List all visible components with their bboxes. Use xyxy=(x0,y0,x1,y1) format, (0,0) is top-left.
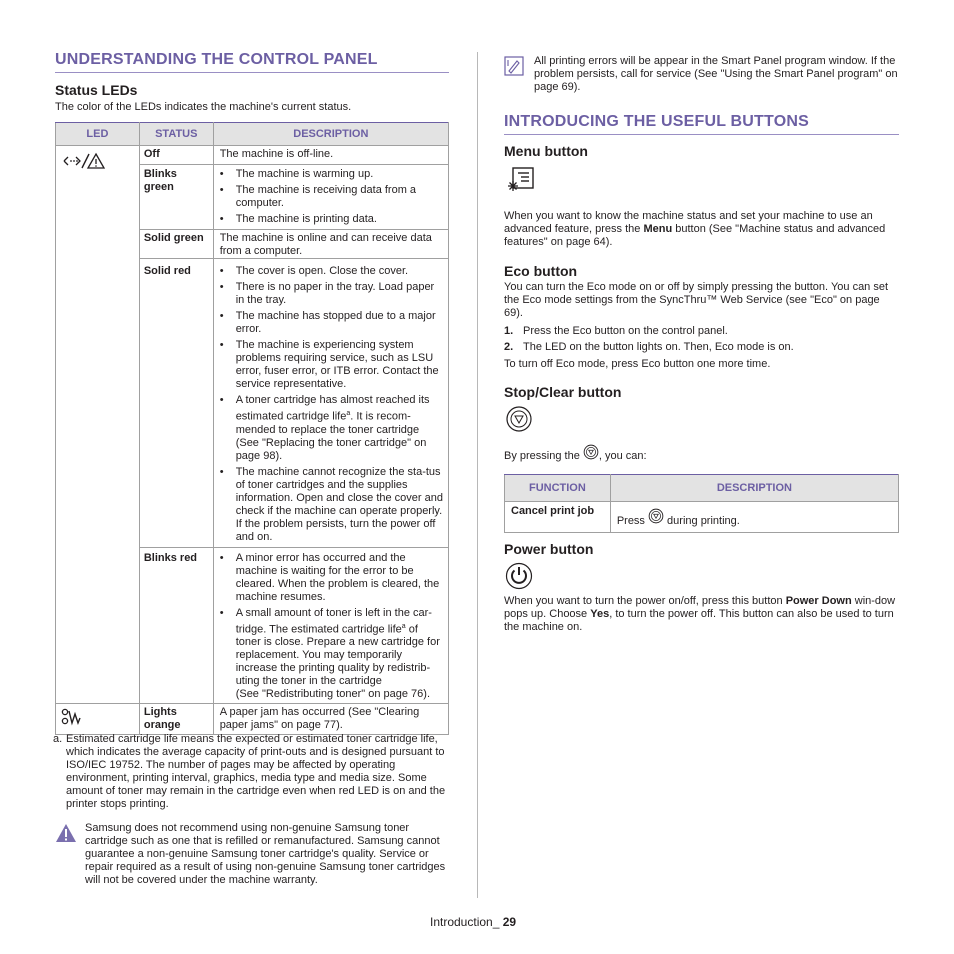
table-row xyxy=(56,146,449,165)
header-function: FUNCTION xyxy=(505,475,611,502)
status-solid-green: Solid green xyxy=(139,230,213,259)
note-icon xyxy=(504,56,524,76)
menu-text: button (See "Machine status and advanced features" on page 64). xyxy=(504,223,886,248)
footnote-ref: a xyxy=(346,410,351,417)
desc-lights-orange: A paper jam has occurred (See "Clearing paper jams" on page 77). xyxy=(213,704,448,735)
section-heading: UNDERSTANDING THE CONTROL PANEL xyxy=(55,51,449,73)
section-heading: INTRODUCING THE USEFUL BUTTONS xyxy=(504,113,899,135)
power-text-bold: Yes xyxy=(590,608,610,620)
status-led-icon xyxy=(60,152,106,170)
list-item: • The machine has stopped due to a major error. xyxy=(218,310,444,336)
menu-button-icon xyxy=(507,165,537,193)
status-off: Off xyxy=(139,146,213,165)
power-text: , to turn the power off. This button can also be used to turn the machine on. xyxy=(504,608,894,633)
menu-text-bold: Menu xyxy=(643,223,673,235)
warning-icon xyxy=(55,823,77,843)
eco-after-text: To turn off Eco mode, press Eco button one more time. xyxy=(504,358,771,370)
desc-blinks-red xyxy=(213,547,448,704)
eco-button-title: Eco button xyxy=(504,263,578,279)
column-divider xyxy=(477,52,478,898)
power-text-bold: Power Down xyxy=(785,595,852,607)
footnote xyxy=(55,733,449,811)
press-text: during printing. xyxy=(664,515,740,527)
status-line: green xyxy=(143,181,174,193)
step-number: 2. xyxy=(504,341,514,353)
footnote-label: a. xyxy=(53,733,63,745)
stop-clear-icon xyxy=(505,405,533,433)
list-item: • The machine is printing data. xyxy=(218,213,444,226)
status-blinks-red: Blinks red xyxy=(139,547,213,704)
menu-text: When you want to know the machine status and set your machine to use an advanced feature, press the xyxy=(504,210,873,235)
power-icon xyxy=(505,562,533,590)
table-row xyxy=(505,502,899,533)
list-item xyxy=(504,341,899,354)
eco-button-text: You can turn the Eco mode on or off by simply pressing the button. You can set the Eco mode settings from the SyncThru™ Web Service (see "Eco" on page 69). xyxy=(504,281,889,319)
list-item: • The machine cannot recognize the sta-tus of toner cartridges and the supplies information. Open and close the cover and check if the machine can operate properly. If the problem persists, turn the power off and on. xyxy=(218,466,444,544)
footnote-ref: a xyxy=(401,622,406,630)
status-led-table xyxy=(55,122,449,735)
status-leds-intro: The color of the LEDs indicates the machine's current status. xyxy=(55,101,352,113)
warning-note xyxy=(55,822,449,887)
stop-clear-icon xyxy=(648,508,664,524)
menu-button-text xyxy=(504,210,899,249)
list-item: • The cover is open. Close the cover. xyxy=(218,265,444,278)
footer-section: Introduction_ xyxy=(430,915,503,929)
toner-text: of toner is close. Prepare a new cartridge for replacement. You may temporarily increase the printing quality by redistrib-uting the toner in the cartridge xyxy=(235,623,440,688)
power-text: When you want to turn the power on/off, press this button xyxy=(504,595,786,607)
note-text: All printing errors will be appear in the Smart Panel program window. If the problem persists, call for service (See "Using the Smart Panel program" on page 69). xyxy=(534,55,898,93)
step-number: 1. xyxy=(504,325,514,337)
header-led: LED xyxy=(56,123,140,146)
header-status: STATUS xyxy=(139,123,213,146)
page-footer xyxy=(430,915,516,929)
stop-text: By pressing the xyxy=(504,450,583,462)
status-line: Blinks xyxy=(143,168,177,180)
power-button-title: Power button xyxy=(504,541,594,557)
toner-text: A toner cartridge has almost reached its estimated cartridge life xyxy=(235,394,430,423)
header-description: DESCRIPTION xyxy=(213,123,448,146)
stop-button-title: Stop/Clear button xyxy=(504,384,622,400)
list-item: • There is no paper in the tray. Load paper in the tray. xyxy=(218,281,444,307)
status-leds-title: Status LEDs xyxy=(55,82,138,98)
toner-text: . It is recom-mended to replace the toner cartridge (See "Replacing the toner cartridge" on page 98). xyxy=(235,410,427,462)
stop-clear-icon xyxy=(583,444,599,460)
footnote-text: Estimated cartridge life means the expected or estimated toner cartridge life, which indicates the average capacity of print-outs and is designed pursuant to ISO/IEC 19752. The number of pages may be affected by operating environment, printing interval, graphics, media type and media size. Some amount of toner may remain in the cartridge even when red LED is on and the printer stops printing. xyxy=(66,733,446,810)
status-blinks-green xyxy=(139,165,213,230)
function-description xyxy=(610,502,898,533)
menu-button-title: Menu button xyxy=(504,143,588,159)
table-header-row xyxy=(56,123,449,146)
header-description: DESCRIPTION xyxy=(610,475,898,502)
step-text: Press the Eco button on the control panel. xyxy=(523,325,728,337)
stop-text: , you can: xyxy=(598,450,647,462)
list-item xyxy=(218,607,444,702)
function-cancel-print-job: Cancel print job xyxy=(505,502,611,533)
status-line: orange xyxy=(143,719,181,732)
list-item xyxy=(504,325,899,338)
desc-blinks-green xyxy=(213,165,448,230)
toner-text: A small amount of toner is left in the car-tridge. The estimated cartridge life xyxy=(235,606,432,636)
status-lights-orange xyxy=(139,704,213,735)
desc-solid-green: The machine is online and can receive data from a computer. xyxy=(213,230,448,259)
list-item: • The machine is experiencing system problems requiring service, such as LSU error, fuser error, or ITB error. Contact the service representative. xyxy=(218,339,444,391)
info-note xyxy=(504,55,899,94)
paper-jam-icon xyxy=(60,708,82,726)
table-row xyxy=(56,704,449,735)
table-header-row xyxy=(505,475,899,502)
list-item: • The machine is warming up. xyxy=(218,168,444,181)
page-number: 29 xyxy=(502,915,517,929)
list-item: • A minor error has occurred and the machine is waiting for the error to be cleared. When the problem is cleared, the machine resumes. xyxy=(218,552,444,604)
desc-off: The machine is off-line. xyxy=(213,146,448,165)
list-item xyxy=(218,394,444,463)
led-cell-jam xyxy=(56,704,140,735)
list-item: • The machine is receiving data from a computer. xyxy=(218,184,444,210)
power-text: win-dow pops up. Choose xyxy=(504,595,896,620)
toner-text: (See "Redistributing toner" on page 76). xyxy=(235,688,431,701)
step-text: The LED on the button lights on. Then, Eco mode is on. xyxy=(523,341,794,353)
led-cell-status xyxy=(56,146,140,704)
status-solid-red: Solid red xyxy=(139,259,213,548)
status-line: Lights xyxy=(143,706,177,719)
warning-text: Samsung does not recommend using non-genuine Samsung toner cartridge such as one that is refilled or remanufactured. Samsung cannot guarantee a non-genuine Samsung toner cartridge's quality. Service or repair required as a result of using non-genuine Samsung toner cartridges will not be covered under the machine warranty. xyxy=(85,822,446,886)
stop-by-pressing xyxy=(504,444,899,463)
function-table xyxy=(504,474,899,533)
power-button-text xyxy=(504,595,899,634)
desc-solid-red xyxy=(213,259,448,548)
press-text: Press xyxy=(616,515,648,527)
eco-steps xyxy=(504,325,899,357)
